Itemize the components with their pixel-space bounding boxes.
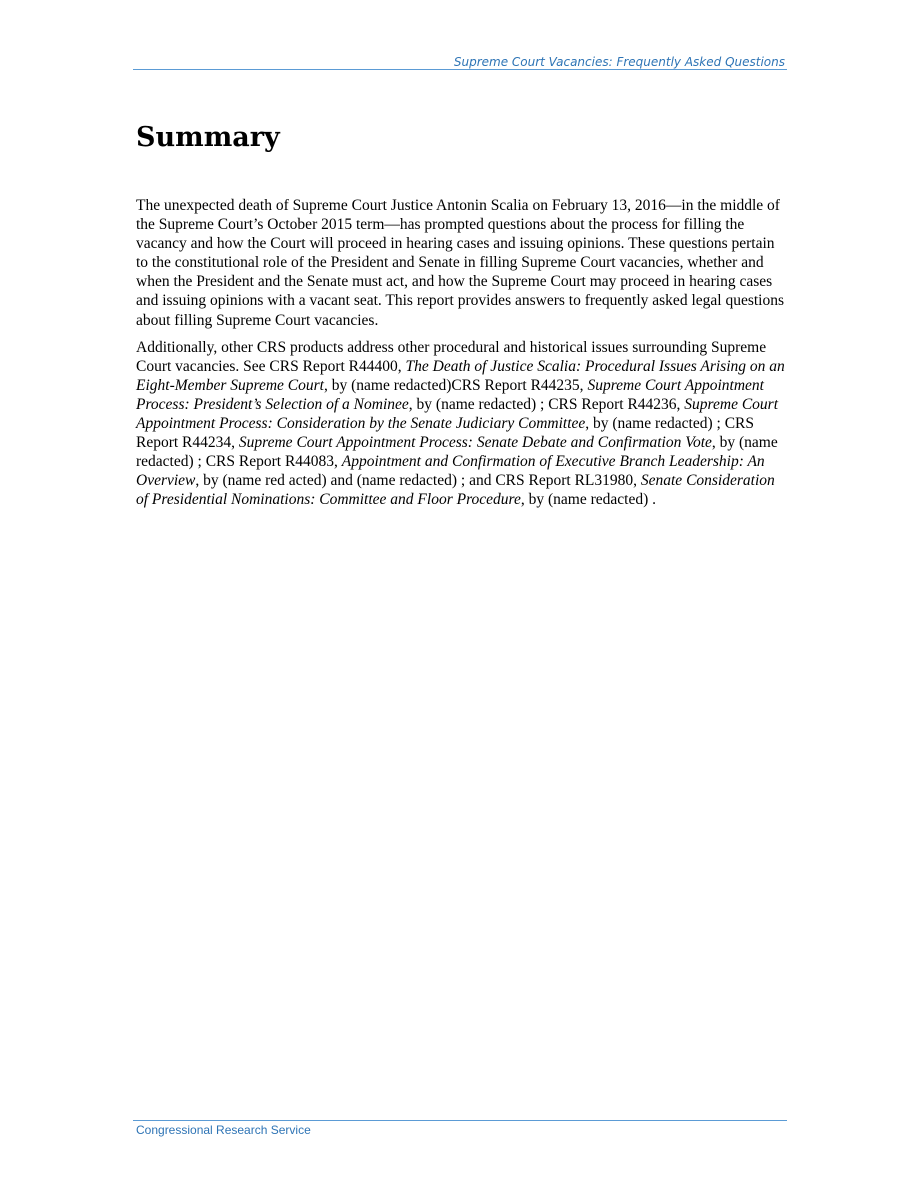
summary-body bbox=[136, 196, 788, 518]
header-divider bbox=[133, 69, 787, 70]
report-title-r44235: Supreme Court Appointment Process: President’s Selection of a Nominee bbox=[136, 376, 764, 413]
summary-paragraph-1: The unexpected death of Supreme Court Justice Antonin Scalia on February 13, 2016—in the middle of the Supreme Court’s October 2015 term—has prompted questions about the process for filling the vacancy and how the Court will proceed in hearing cases and issuing opinions. These questions pertain to the constitutional role of the President and Senate in filling Supreme Court vacancies, whether and when the President and the Senate must act, and how the Supreme Court may proceed in hearing cases and issuing opinions with a vacant seat. This report provides answers to frequently asked legal questions about filling Supreme Court vacancies. bbox=[136, 197, 784, 329]
report-title-r44236: Supreme Court Appointment Process: Consideration by the Senate Judiciary Committee bbox=[136, 395, 779, 433]
paragraph-2-text: , by (name redacted) ; CRS Report R44236, bbox=[408, 395, 685, 413]
footer-organization: Congressional Research Service bbox=[136, 1123, 311, 1137]
paragraph-2-text: , by (name redacted) ; CRS Report R44083, bbox=[136, 434, 778, 471]
paragraph-2-text: , by (name redacted) . bbox=[520, 491, 657, 509]
footer-divider bbox=[133, 1120, 787, 1121]
summary-paragraph-2 bbox=[136, 338, 788, 510]
report-title-r44083: Appointment and Confirmation of Executive Branch Leadership: An Overview bbox=[136, 453, 765, 490]
report-title-r44234: Supreme Court Appointment Process: Senate Debate and Confirmation Vote bbox=[238, 434, 712, 452]
running-header-title: Supreme Court Vacancies: Frequently Asked Questions bbox=[453, 55, 785, 69]
report-title-r44400: The Death of Justice Scalia: Procedural Issues Arising on an Eight-Member Supreme Court bbox=[136, 357, 785, 394]
paragraph-2-text: , by (name red acted) and (name redacted) ; and CRS Report RL31980, bbox=[195, 472, 641, 490]
paragraph-2-text: , by (name redacted) ; CRS Report R44234, bbox=[136, 415, 754, 452]
paragraph-2-intro: Additionally, other CRS products address other procedural and historical issues surrounding Supreme Court vacancies. See CRS Report R44400, bbox=[136, 338, 767, 375]
report-title-rl31980: Senate Consideration of Presidential Nominations: Committee and Floor Procedure bbox=[136, 472, 775, 509]
paragraph-2-text: , by (name redacted)CRS Report R44235, bbox=[323, 376, 588, 394]
section-heading: Summary bbox=[136, 122, 280, 153]
